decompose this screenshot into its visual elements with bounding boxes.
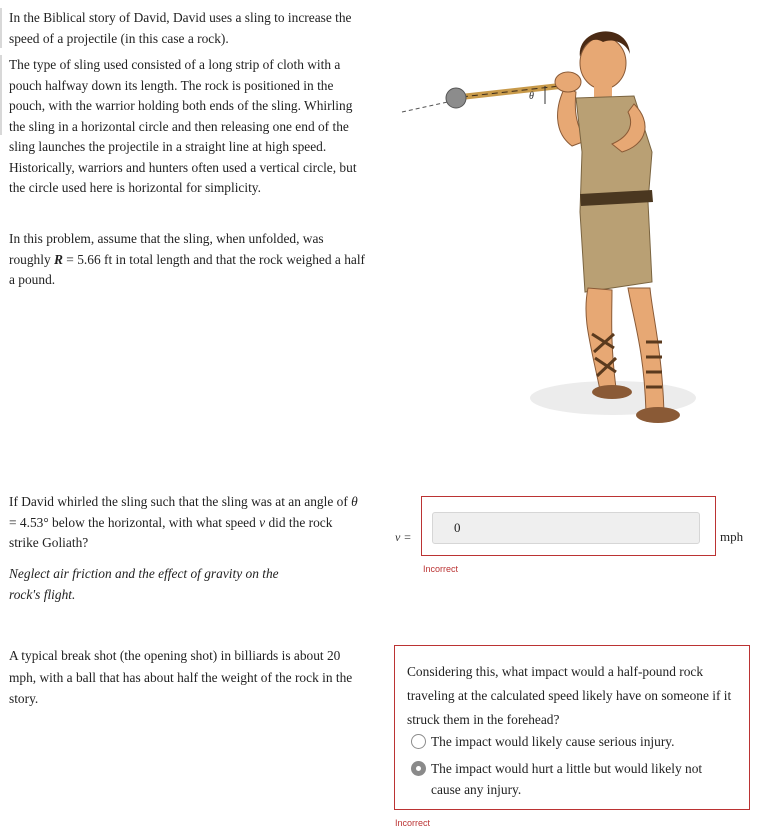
left-foot [592,385,632,399]
q1-v: v [259,514,266,530]
intro-text-3a: In this problem, assume that the sling, when unfolded, was roughly [9,231,324,267]
option-serious-injury[interactable] [411,731,731,753]
speed-input-label: v = [395,530,412,544]
radio-serious-injury[interactable] [411,734,426,749]
angle-label: θ [529,91,534,102]
question1-note [9,564,309,605]
intro-paragraph-1 [9,8,359,49]
option-label: The impact would likely cause serious injury. [431,734,675,749]
radio-hurt-little[interactable] [411,761,426,776]
q1-theta: θ [351,494,358,509]
david-sling-illustration [390,12,700,442]
q1-note-text: Neglect air friction and the effect of gravity on the rock's flight. [9,566,279,602]
intro-paragraph-3 [9,229,367,291]
speed-input[interactable]: 0 [432,512,700,544]
intro-text-1: In the Biblical story of David, David uses a sling to increase the speed of a projectile (in this case a rock). [9,10,352,46]
sling-path-dashed [402,101,452,112]
q2-context-text: A typical break shot (the opening shot) in billiards is about 20 mph, with a ball that has about half the weight of the rock in the story. [9,648,353,706]
option-label: The impact would hurt a little but would likely not cause any injury. [431,761,703,797]
q2-feedback: Incorrect [395,818,431,828]
q1-text-c: did the rock strike Goliath? [9,514,333,550]
head [580,37,626,89]
question2-context [9,645,364,710]
rock [446,88,466,108]
intro-paragraph-2 [9,55,367,199]
q1-text-a: If David whirled the sling such that the sling was at an angle of [9,494,352,509]
intro-text-3b: = 5.66 ft in total length and that the rock weighed a half a pound. [9,251,366,287]
intro-text-2: The type of sling used consisted of a long strip of cloth with a pouch halfway down its length. The rock is positioned in the pouch, with the warrior holding both ends of the sling. Whirling the sling in a horizontal circle and then releasing one end of the sling launches the projectile in a straight line at high speed. Historically, warriors and hunters often used a vertical circle, but the circle used here is horizontal for simplicity. [9,57,357,195]
option-hurt-little[interactable] [411,758,731,802]
right-foot [636,407,680,423]
var-r: R [54,251,63,267]
question1-text [9,492,364,554]
margin-rule [0,55,2,135]
speed-unit: mph [720,529,744,544]
impact-question-prompt: Considering this, what impact would a half-pound rock traveling at the calculated speed likely have on someone if it struck them in the forehead? [407,664,732,727]
q1-feedback: Incorrect [423,564,459,574]
speed-answer-box [421,496,716,556]
margin-rule [0,8,2,48]
impact-question-box [394,645,750,810]
q1-text-b: = 4.53° below the horizontal, with what speed [9,514,260,530]
